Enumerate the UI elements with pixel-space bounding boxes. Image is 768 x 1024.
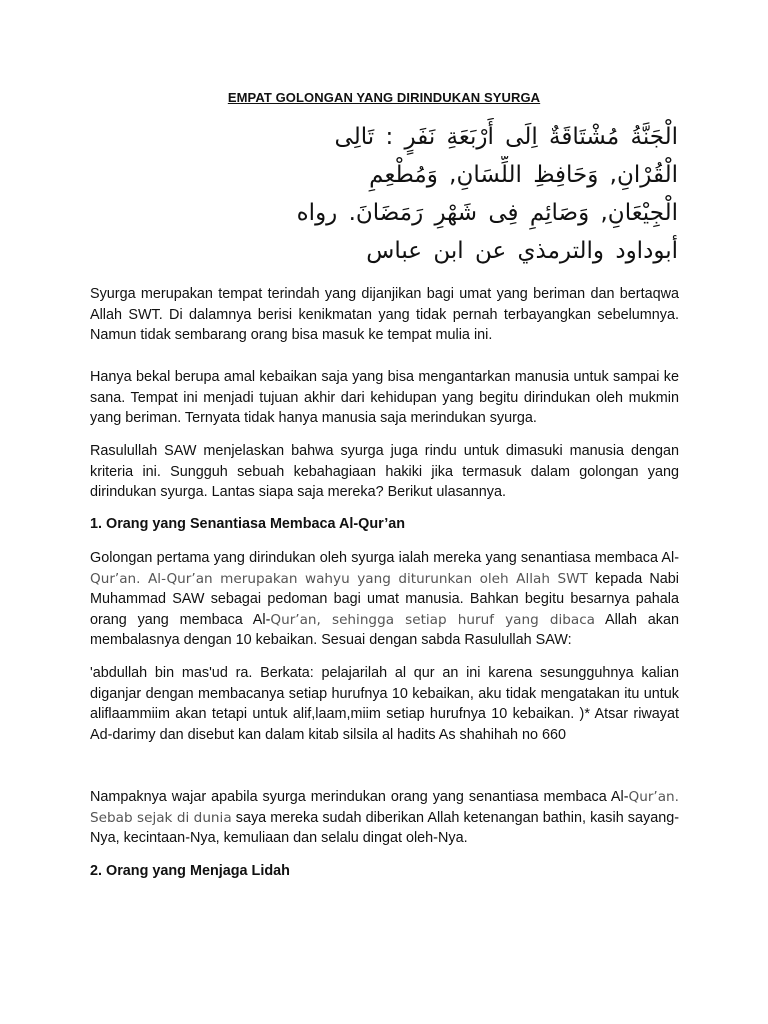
text-run: saya mereka sudah diberikan Allah ketenangan bathin, kasih sayang-Nya, kecintaan-Nya, kemuliaan dan selalu dingat oleh-Nya. bbox=[90, 809, 679, 847]
paragraph-rasulullah: Rasulullah SAW menjelaskan bahwa syurga juga rindu untuk dimasuki manusia dengan kriteria ini. Sungguh sebuah kebahagiaan hakiki jika termasuk dalam golongan yang dirindukan syurga. Lantas siapa saja mereka? Berikut ulasannya. bbox=[90, 443, 679, 501]
paragraph-deeds: Hanya bekal berupa amal kebaikan saja yang bisa mengantarkan manusia untuk sampai ke sana. Tempat ini menjadi tujuan akhir dari kehidupan yang begitu dirindukan oleh mukmin yang beriman. Ternyata tidak hanya manusia saja merindukan syurga. bbox=[90, 369, 679, 427]
arabic-line-2: الْقُرْانِ, وَحَافِظِ اللِّسَانِ, وَمُطْعِمِ bbox=[369, 162, 678, 188]
section-heading-1: 1. Orang yang Senantiasa Membaca Al-Qur’an bbox=[90, 516, 406, 532]
text-run: Allah akan membalasnya dengan 10 kebaikan. Sesuai dengan sabda Rasulullah SAW: bbox=[90, 611, 679, 649]
text-run-light: Qur’an, sehingga setiap huruf yang dibaca bbox=[270, 611, 595, 628]
text-run: Golongan pertama yang dirindukan oleh syurga ialah mereka yang senantiasa membaca Al- bbox=[90, 550, 679, 566]
arabic-line-3: الْجِيْعَانِ, وَصَائِمِ فِى شَهْرِ رَمَضَانَ. رواه bbox=[296, 200, 678, 226]
arabic-hadith bbox=[92, 118, 678, 270]
text-run-light: Qur’an. Sebab sejak di dunia bbox=[90, 789, 679, 826]
paragraph-quran bbox=[90, 548, 679, 651]
arabic-line-1: الْجَنَّةُ مُشْتَاقَةٌ اِلَى أَرْبَعَةِ نَفَرٍ : تَالِى bbox=[334, 124, 678, 150]
text-run: kepada Nabi Muhammad SAW sebagai pedoman bagi umat manusia. Bahkan begitu besarnya pahala orang yang membaca Al- bbox=[90, 570, 679, 628]
paragraph-conclusion bbox=[90, 787, 679, 849]
arabic-line-4: أبوداود والترمذي عن ابن عباس bbox=[366, 238, 678, 264]
document-title: EMPAT GOLONGAN YANG DIRINDUKAN SYURGA bbox=[227, 90, 541, 105]
text-run-light: Qur’an. Al-Qur’an merupakan wahyu yang diturunkan oleh Allah SWT bbox=[90, 570, 588, 587]
section-heading-2: 2. Orang yang Menjaga Lidah bbox=[90, 863, 290, 879]
paragraph-intro: Syurga merupakan tempat terindah yang dijanjikan bagi umat yang beriman dan bertaqwa Allah SWT. Di dalamnya berisi kenikmatan yang tidak pernah terbayangkan sebelumnya. Namun tidak sembarang orang bisa masuk ke tempat mulia ini. bbox=[90, 286, 679, 344]
text-run: Nampaknya wajar apabila syurga merindukan orang yang senantiasa membaca Al- bbox=[90, 789, 629, 805]
paragraph-hadith-quote: 'abdullah bin mas'ud ra. Berkata: pelajarilah al qur an ini karena sesungguhnya kalian diganjar dengan membacanya setiap hurufnya 10 kebaikan, aku tidak mengatakan itu untuk aliflaammiim akan tetapi untuk alif,laam,miim setiap hurufnya 10 kebaikan. )* Atsar riwayat Ad-darimy dan disebut kan dalam kitab silsila al hadits As shahihah no 660 bbox=[90, 665, 679, 743]
